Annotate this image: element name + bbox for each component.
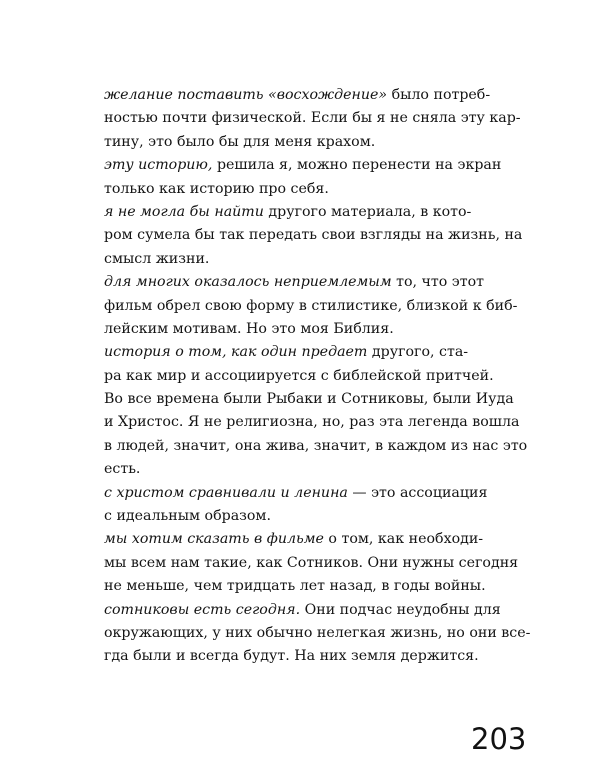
text-line: [104, 224, 544, 247]
text-line: [104, 528, 544, 551]
line-text: с идеальным образом.: [104, 508, 271, 525]
line-text: Во все времена были Рыбаки и Сотниковы, были Иуда: [104, 391, 514, 408]
line-text: в людей, значит, она жива, значит, в каждом из нас это: [104, 437, 528, 454]
paragraph: [104, 84, 544, 154]
line-text: фильм обрел свою форму в стилистике, близкой к биб-: [104, 297, 518, 314]
text-line: [104, 458, 544, 481]
lead-phrase: эту историю,: [104, 157, 213, 174]
text-line: [104, 411, 544, 434]
text-line: [104, 84, 544, 107]
text-line: [104, 107, 544, 130]
line-text: другого, ста-: [367, 344, 469, 361]
text-line: [104, 599, 544, 622]
line-text: ностью почти физической. Если бы я не сняла эту кар-: [104, 110, 521, 127]
line-text: было потреб-: [387, 87, 491, 103]
line-text: и Христос. Я не религиозна, но, раз эта легенда вошла: [104, 414, 520, 431]
line-text: — это ассоциация: [347, 484, 488, 501]
lead-phrase: желание поставить «восхождение»: [104, 87, 388, 103]
line-text: только как историю про себя.: [104, 180, 329, 197]
line-text: есть.: [104, 461, 141, 478]
line-text: мы всем нам такие, как Сотников. Они нужны сегодня: [104, 554, 519, 571]
line-text: гда были и всегда будут. На них земля держится.: [104, 648, 479, 665]
text-line: [104, 154, 544, 177]
lead-phrase: сотниковы есть сегодня.: [104, 601, 301, 618]
lead-phrase: я не могла бы найти: [104, 203, 264, 220]
paragraph: [104, 341, 544, 481]
paragraph: [104, 599, 544, 669]
text-line: [104, 131, 544, 154]
lead-phrase: мы хотим сказать в фильме: [104, 531, 324, 548]
line-text: другого материала, в кото-: [263, 203, 472, 220]
line-text: окружающих, у них обычно нелегкая жизнь, но они все-: [104, 624, 531, 641]
line-text: Они подчас неудобны для: [300, 601, 501, 618]
text-line: [104, 552, 544, 575]
text-line: [104, 645, 544, 668]
lead-phrase: с христом сравнивали и ленина: [104, 484, 348, 501]
text-line: [104, 388, 544, 411]
text-line: [104, 178, 544, 201]
line-text: смысл жизни.: [104, 250, 210, 267]
text-line: [104, 295, 544, 318]
line-text: тину, это было бы для меня крахом.: [104, 133, 376, 150]
text-line: [104, 248, 544, 271]
text-line: [104, 575, 544, 598]
line-text: лейским мотивам. Но это моя Библия.: [104, 320, 394, 337]
body-text: [104, 84, 544, 669]
text-line: [104, 482, 544, 505]
line-text: решила я, можно перенести на экран: [212, 157, 502, 174]
lead-phrase: история о том, как один предает: [104, 344, 368, 361]
line-text: ра как мир и ассоциируется с библейской притчей.: [104, 367, 494, 384]
paragraph: [104, 271, 544, 341]
text-line: [104, 271, 544, 294]
paragraph: [104, 482, 544, 529]
paragraph: [104, 154, 544, 201]
text-line: [104, 435, 544, 458]
text-line: [104, 505, 544, 528]
line-text: не меньше, чем тридцать лет назад, в годы войны.: [104, 578, 486, 595]
text-line: [104, 341, 544, 364]
text-line: [104, 365, 544, 388]
page-number: 203: [471, 722, 527, 756]
text-line: [104, 318, 544, 341]
line-text: о том, как необходи-: [323, 531, 484, 548]
text-line: [104, 622, 544, 645]
paragraph: [104, 528, 544, 598]
paragraph: [104, 201, 544, 271]
text-line: [104, 201, 544, 224]
line-text: ром сумела бы так передать свои взгляды на жизнь, на: [104, 227, 523, 244]
lead-phrase: для многих оказалось неприемлемым: [104, 274, 392, 291]
line-text: то, что этот: [391, 274, 484, 291]
